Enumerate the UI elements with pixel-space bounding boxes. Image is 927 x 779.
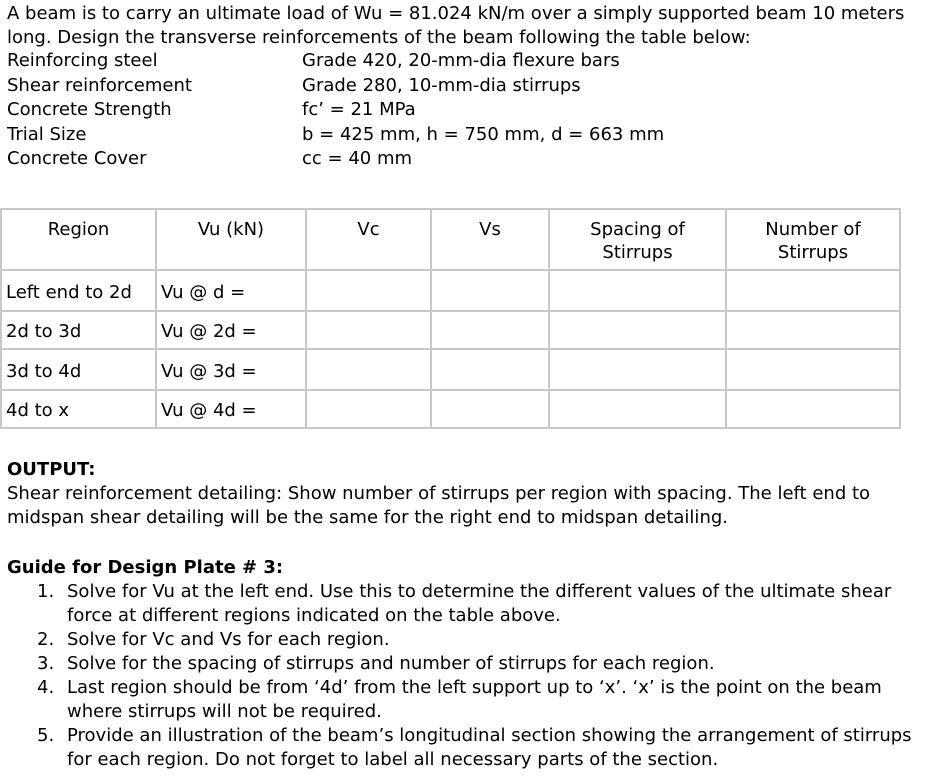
header-vs: Vs bbox=[431, 209, 549, 270]
guide-item-number: 2. bbox=[37, 629, 55, 650]
table-row bbox=[1, 270, 900, 311]
param-row bbox=[7, 74, 664, 99]
cell-region: Left end to 2d bbox=[1, 270, 156, 311]
cell-vs bbox=[431, 349, 549, 390]
output-section bbox=[7, 458, 907, 530]
cell-vu: Vu @ 4d = bbox=[156, 390, 306, 428]
guide-item-line: Solve for Vc and Vs for each region. bbox=[67, 629, 390, 650]
table-row bbox=[1, 390, 900, 428]
guide-item bbox=[7, 652, 917, 676]
cell-vs bbox=[431, 390, 549, 428]
guide-item-line: Provide an illustration of the beam’s longitudinal section showing the arrangement of stirrups bbox=[67, 725, 912, 746]
cell-number bbox=[726, 390, 900, 428]
cell-region: 3d to 4d bbox=[1, 349, 156, 390]
guide-item-line: for each region. Do not forget to label all necessary parts of the section. bbox=[67, 749, 719, 770]
guide-item bbox=[7, 676, 917, 724]
guide-item-number: 5. bbox=[37, 725, 55, 746]
guide-item-line: Last region should be from ‘4d’ from the left support up to ‘x’. ‘x’ is the point on the beam bbox=[67, 677, 882, 698]
problem-line-2: long. Design the transverse reinforcements of the beam following the table below: bbox=[7, 27, 751, 48]
header-spacing: Spacing of Stirrups bbox=[549, 209, 726, 270]
guide-item-line: where stirrups will not be required. bbox=[67, 701, 382, 722]
guide-item-line: Solve for Vu at the left end. Use this to determine the different values of the ultimate shear bbox=[67, 581, 892, 602]
param-label: Reinforcing steel bbox=[7, 50, 158, 71]
param-value: Grade 280, 10-mm-dia stirrups bbox=[302, 74, 581, 96]
header-vu: Vu (kN) bbox=[156, 209, 306, 270]
guide-item bbox=[7, 580, 917, 628]
param-value: Grade 420, 20-mm-dia flexure bars bbox=[302, 50, 620, 71]
guide-item-line: force at different regions indicated on the table above. bbox=[67, 605, 561, 626]
header-region: Region bbox=[1, 209, 156, 270]
cell-number bbox=[726, 311, 900, 349]
cell-spacing bbox=[549, 270, 726, 311]
cell-vc bbox=[306, 270, 431, 311]
guide-item-number: 3. bbox=[37, 653, 55, 674]
guide-item-number: 1. bbox=[37, 581, 55, 602]
cell-vu: Vu @ d = bbox=[156, 270, 306, 311]
problem-line-1: A beam is to carry an ultimate load of Wu = 81.024 kN/m over a simply supported beam 10 meters bbox=[7, 3, 905, 24]
param-label: Trial Size bbox=[7, 123, 87, 145]
param-row bbox=[7, 49, 664, 74]
cell-vc bbox=[306, 311, 431, 349]
header-vc: Vc bbox=[306, 209, 431, 270]
problem-statement bbox=[7, 2, 917, 50]
cell-vc bbox=[306, 349, 431, 390]
guide-section bbox=[7, 556, 917, 772]
param-label: Concrete Strength bbox=[7, 99, 172, 120]
cell-region: 4d to x bbox=[1, 390, 156, 428]
cell-spacing bbox=[549, 349, 726, 390]
cell-vu: Vu @ 3d = bbox=[156, 349, 306, 390]
param-label: Concrete Cover bbox=[7, 148, 147, 169]
header-number: Number of Stirrups bbox=[726, 209, 900, 270]
param-value: fc’ = 21 MPa bbox=[302, 99, 416, 120]
output-line-2: midspan shear detailing will be the same for the right end to midspan detailing. bbox=[7, 507, 728, 528]
cell-number bbox=[726, 270, 900, 311]
guide-item-line: Solve for the spacing of stirrups and number of stirrups for each region. bbox=[67, 653, 715, 674]
cell-vc bbox=[306, 390, 431, 428]
param-row bbox=[7, 98, 664, 123]
cell-region: 2d to 3d bbox=[1, 311, 156, 349]
output-line-1: Shear reinforcement detailing: Show number of stirrups per region with spacing. The left end to bbox=[7, 483, 871, 504]
cell-vs bbox=[431, 270, 549, 311]
guide-list bbox=[7, 580, 917, 772]
param-value: cc = 40 mm bbox=[302, 148, 413, 169]
cell-vs bbox=[431, 311, 549, 349]
cell-spacing bbox=[549, 390, 726, 428]
param-row bbox=[7, 147, 664, 172]
guide-heading: Guide for Design Plate # 3: bbox=[7, 557, 284, 578]
stirrup-design-table bbox=[0, 208, 901, 429]
guide-item-number: 4. bbox=[37, 677, 55, 698]
table-row bbox=[1, 311, 900, 349]
table-header-row bbox=[1, 209, 900, 270]
param-label: Shear reinforcement bbox=[7, 74, 192, 96]
cell-number bbox=[726, 349, 900, 390]
cell-spacing bbox=[549, 311, 726, 349]
output-heading: OUTPUT: bbox=[7, 459, 96, 480]
param-row bbox=[7, 123, 664, 148]
guide-item bbox=[7, 628, 917, 652]
guide-item bbox=[7, 724, 917, 772]
design-parameters bbox=[7, 49, 664, 172]
table-row bbox=[1, 349, 900, 390]
param-value: b = 425 mm, h = 750 mm, d = 663 mm bbox=[302, 123, 665, 145]
cell-vu: Vu @ 2d = bbox=[156, 311, 306, 349]
